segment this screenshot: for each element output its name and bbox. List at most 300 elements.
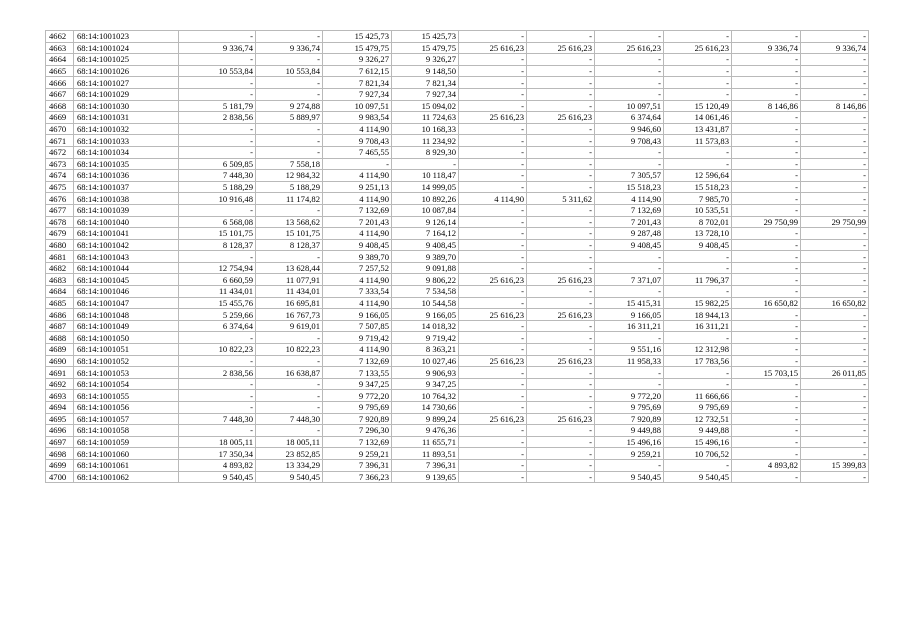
value-cell: 9 795,69	[323, 402, 392, 414]
row-number-cell: 4678	[46, 216, 74, 228]
value-cell: -	[459, 100, 527, 112]
value-cell: 9 251,13	[323, 181, 392, 193]
table-row	[46, 309, 869, 321]
value-cell: 9 449,88	[595, 425, 664, 437]
value-cell: 9 326,27	[392, 54, 459, 66]
value-cell: 7 333,54	[323, 286, 392, 298]
value-cell: 9 619,01	[256, 320, 323, 332]
value-cell: 7 927,34	[392, 88, 459, 100]
value-cell: 9 772,20	[595, 390, 664, 402]
value-cell: 9 139,65	[392, 471, 459, 483]
value-cell: -	[459, 378, 527, 390]
value-cell: -	[595, 286, 664, 298]
value-cell: 25 616,23	[527, 42, 595, 54]
value-cell: -	[459, 31, 527, 43]
value-cell: 9 389,70	[323, 251, 392, 263]
value-cell: -	[459, 88, 527, 100]
table-row	[46, 204, 869, 216]
value-cell: -	[459, 367, 527, 379]
value-cell: 25 616,23	[527, 355, 595, 367]
value-cell: -	[527, 402, 595, 414]
value-cell: -	[732, 135, 801, 147]
row-number-cell: 4665	[46, 65, 74, 77]
value-cell: 4 893,82	[732, 459, 801, 471]
value-cell: 9 540,45	[664, 471, 732, 483]
value-cell: 9 540,45	[595, 471, 664, 483]
value-cell: 9 408,45	[392, 239, 459, 251]
value-cell: 15 455,76	[179, 297, 256, 309]
value-cell: -	[459, 228, 527, 240]
value-cell: 7 927,34	[323, 88, 392, 100]
value-cell: 9 166,05	[595, 309, 664, 321]
value-cell: 9 408,45	[664, 239, 732, 251]
cadastral-number-cell: 68:14:1001045	[74, 274, 179, 286]
value-cell: -	[179, 123, 256, 135]
value-cell: 9 946,60	[595, 123, 664, 135]
value-cell: 11 573,83	[664, 135, 732, 147]
value-cell: 12 732,51	[664, 413, 732, 425]
value-cell: -	[256, 425, 323, 437]
value-cell: -	[732, 146, 801, 158]
value-cell: 11 434,01	[256, 286, 323, 298]
value-cell: -	[459, 332, 527, 344]
value-cell: 26 011,85	[801, 367, 869, 379]
row-number-cell: 4674	[46, 170, 74, 182]
row-number-cell: 4686	[46, 309, 74, 321]
cadastral-number-cell: 68:14:1001058	[74, 425, 179, 437]
value-cell: 9 983,54	[323, 112, 392, 124]
value-cell: 9 408,45	[323, 239, 392, 251]
value-cell: -	[459, 204, 527, 216]
value-cell: -	[256, 31, 323, 43]
value-cell: 10 892,26	[392, 193, 459, 205]
value-cell: 9 719,42	[323, 332, 392, 344]
table-row	[46, 88, 869, 100]
value-cell: -	[527, 88, 595, 100]
value-cell: -	[732, 158, 801, 170]
value-cell: 7 371,07	[595, 274, 664, 286]
value-cell: 25 616,23	[459, 413, 527, 425]
value-cell: 7 201,43	[595, 216, 664, 228]
data-table	[45, 30, 869, 483]
value-cell: 7 448,30	[179, 170, 256, 182]
value-cell: 9 336,74	[801, 42, 869, 54]
value-cell: 9 795,69	[664, 402, 732, 414]
row-number-cell: 4669	[46, 112, 74, 124]
value-cell: -	[732, 286, 801, 298]
value-cell: -	[179, 77, 256, 89]
value-cell: 9 449,88	[664, 425, 732, 437]
row-number-cell: 4682	[46, 262, 74, 274]
value-cell: 10 118,47	[392, 170, 459, 182]
value-cell: -	[801, 88, 869, 100]
value-cell: -	[732, 425, 801, 437]
value-cell: -	[527, 170, 595, 182]
table-row	[46, 378, 869, 390]
value-cell: -	[459, 146, 527, 158]
value-cell: -	[595, 54, 664, 66]
row-number-cell: 4700	[46, 471, 74, 483]
value-cell: 9 408,45	[595, 239, 664, 251]
value-cell: -	[664, 251, 732, 263]
row-number-cell: 4688	[46, 332, 74, 344]
value-cell: 11 174,82	[256, 193, 323, 205]
value-cell: -	[459, 436, 527, 448]
value-cell: 12 596,64	[664, 170, 732, 182]
value-cell: -	[732, 88, 801, 100]
value-cell: 15 479,75	[392, 42, 459, 54]
cadastral-number-cell: 68:14:1001041	[74, 228, 179, 240]
value-cell: 9 389,70	[392, 251, 459, 263]
value-cell: 13 334,29	[256, 459, 323, 471]
value-cell: -	[801, 332, 869, 344]
table-row	[46, 402, 869, 414]
value-cell: 5 188,29	[179, 181, 256, 193]
value-cell: -	[459, 459, 527, 471]
value-cell: -	[459, 181, 527, 193]
value-cell: -	[179, 390, 256, 402]
cadastral-number-cell: 68:14:1001035	[74, 158, 179, 170]
row-number-cell: 4671	[46, 135, 74, 147]
value-cell: -	[732, 170, 801, 182]
row-number-cell: 4664	[46, 54, 74, 66]
value-cell: -	[664, 158, 732, 170]
row-number-cell: 4681	[46, 251, 74, 263]
cadastral-number-cell: 68:14:1001049	[74, 320, 179, 332]
value-cell: 11 958,33	[595, 355, 664, 367]
value-cell: -	[595, 146, 664, 158]
value-cell: 7 612,15	[323, 65, 392, 77]
value-cell: -	[179, 54, 256, 66]
cadastral-number-cell: 68:14:1001060	[74, 448, 179, 460]
value-cell: -	[527, 204, 595, 216]
value-cell: -	[527, 297, 595, 309]
value-cell: 9 259,21	[323, 448, 392, 460]
value-cell: -	[801, 181, 869, 193]
value-cell: -	[459, 262, 527, 274]
value-cell: -	[801, 320, 869, 332]
value-cell: 9 772,20	[323, 390, 392, 402]
value-cell: -	[664, 332, 732, 344]
value-cell: 25 616,23	[595, 42, 664, 54]
value-cell: 15 399,83	[801, 459, 869, 471]
value-cell: -	[801, 31, 869, 43]
value-cell: 11 655,71	[392, 436, 459, 448]
value-cell: -	[459, 123, 527, 135]
table-row	[46, 77, 869, 89]
value-cell: 4 114,90	[323, 274, 392, 286]
value-cell: 10 822,23	[256, 344, 323, 356]
cadastral-number-cell: 68:14:1001043	[74, 251, 179, 263]
cadastral-number-cell: 68:14:1001029	[74, 88, 179, 100]
value-cell: 11 077,91	[256, 274, 323, 286]
table-row	[46, 297, 869, 309]
table-row	[46, 158, 869, 170]
value-cell: -	[256, 204, 323, 216]
value-cell: -	[732, 471, 801, 483]
value-cell: -	[459, 54, 527, 66]
table-row	[46, 228, 869, 240]
value-cell: 12 312,98	[664, 344, 732, 356]
table-row	[46, 320, 869, 332]
cadastral-number-cell: 68:14:1001059	[74, 436, 179, 448]
value-cell: 18 005,11	[179, 436, 256, 448]
value-cell: -	[732, 402, 801, 414]
value-cell: 5 259,66	[179, 309, 256, 321]
value-cell: 13 431,87	[664, 123, 732, 135]
value-cell: -	[527, 320, 595, 332]
table-row	[46, 216, 869, 228]
row-number-cell: 4685	[46, 297, 74, 309]
value-cell: -	[801, 274, 869, 286]
cadastral-number-cell: 68:14:1001038	[74, 193, 179, 205]
value-cell: -	[459, 402, 527, 414]
value-cell: -	[527, 228, 595, 240]
table-row	[46, 123, 869, 135]
row-number-cell: 4667	[46, 88, 74, 100]
value-cell: 9 899,24	[392, 413, 459, 425]
table-row	[46, 436, 869, 448]
value-cell: 9 795,69	[595, 402, 664, 414]
value-cell: 9 274,88	[256, 100, 323, 112]
value-cell: -	[527, 471, 595, 483]
table-row	[46, 425, 869, 437]
value-cell: -	[595, 88, 664, 100]
value-cell: -	[179, 146, 256, 158]
value-cell: 9 326,27	[323, 54, 392, 66]
value-cell: 6 374,64	[595, 112, 664, 124]
value-cell: -	[801, 54, 869, 66]
value-cell: -	[664, 459, 732, 471]
value-cell: 15 496,16	[595, 436, 664, 448]
value-cell: 7 164,12	[392, 228, 459, 240]
value-cell: 10 097,51	[323, 100, 392, 112]
row-number-cell: 4666	[46, 77, 74, 89]
value-cell: -	[732, 65, 801, 77]
value-cell: -	[256, 123, 323, 135]
value-cell: 14 730,66	[392, 402, 459, 414]
table-row	[46, 262, 869, 274]
value-cell: -	[527, 378, 595, 390]
value-cell: -	[732, 123, 801, 135]
cadastral-number-cell: 68:14:1001036	[74, 170, 179, 182]
value-cell: 9 806,22	[392, 274, 459, 286]
value-cell: 2 838,56	[179, 112, 256, 124]
value-cell: -	[595, 65, 664, 77]
value-cell: -	[527, 390, 595, 402]
value-cell: 9 347,25	[323, 378, 392, 390]
value-cell: -	[179, 135, 256, 147]
value-cell: -	[527, 123, 595, 135]
table-row	[46, 54, 869, 66]
value-cell: -	[527, 251, 595, 263]
value-cell: 8 929,30	[392, 146, 459, 158]
value-cell: 16 650,82	[801, 297, 869, 309]
value-cell: 7 132,69	[323, 436, 392, 448]
table-row	[46, 239, 869, 251]
table-row	[46, 274, 869, 286]
value-cell: -	[256, 77, 323, 89]
value-cell: -	[527, 367, 595, 379]
value-cell: 9 148,50	[392, 65, 459, 77]
value-cell: -	[527, 262, 595, 274]
value-cell: -	[179, 251, 256, 263]
value-cell: 7 132,69	[323, 204, 392, 216]
value-cell: -	[801, 170, 869, 182]
value-cell: 9 540,45	[256, 471, 323, 483]
value-cell: -	[801, 65, 869, 77]
value-cell: -	[459, 344, 527, 356]
value-cell: -	[801, 193, 869, 205]
value-cell: 7 366,23	[323, 471, 392, 483]
cadastral-number-cell: 68:14:1001034	[74, 146, 179, 158]
value-cell: 4 114,90	[323, 123, 392, 135]
value-cell: 7 133,55	[323, 367, 392, 379]
table-row	[46, 286, 869, 298]
value-cell: 25 616,23	[459, 112, 527, 124]
value-cell: -	[664, 77, 732, 89]
value-cell: 29 750,99	[801, 216, 869, 228]
value-cell: -	[801, 378, 869, 390]
value-cell: 9 166,05	[392, 309, 459, 321]
value-cell: 25 616,23	[527, 112, 595, 124]
value-cell: 10 916,48	[179, 193, 256, 205]
cadastral-number-cell: 68:14:1001042	[74, 239, 179, 251]
value-cell: -	[732, 413, 801, 425]
value-cell: 4 893,82	[179, 459, 256, 471]
value-cell: 13 628,44	[256, 262, 323, 274]
table-row	[46, 31, 869, 43]
cadastral-number-cell: 68:14:1001039	[74, 204, 179, 216]
value-cell: -	[664, 378, 732, 390]
table-row	[46, 42, 869, 54]
table-row	[46, 332, 869, 344]
value-cell: -	[527, 100, 595, 112]
value-cell: 15 120,49	[664, 100, 732, 112]
value-cell: -	[732, 448, 801, 460]
value-cell: 9 719,42	[392, 332, 459, 344]
value-cell: -	[179, 332, 256, 344]
value-cell: 4 114,90	[323, 297, 392, 309]
value-cell: -	[459, 216, 527, 228]
value-cell: 8 702,01	[664, 216, 732, 228]
row-number-cell: 4698	[46, 448, 74, 460]
value-cell: -	[527, 425, 595, 437]
value-cell: -	[801, 402, 869, 414]
value-cell: -	[459, 251, 527, 263]
value-cell: 7 465,55	[323, 146, 392, 158]
value-cell: 25 616,23	[527, 274, 595, 286]
value-cell: 7 396,31	[392, 459, 459, 471]
value-cell: 16 767,73	[256, 309, 323, 321]
value-cell: 6 374,64	[179, 320, 256, 332]
value-cell: 7 132,69	[323, 355, 392, 367]
value-cell: 9 287,48	[595, 228, 664, 240]
value-cell: 15 703,15	[732, 367, 801, 379]
value-cell: 25 616,23	[527, 413, 595, 425]
value-cell: 13 728,10	[664, 228, 732, 240]
value-cell: -	[595, 251, 664, 263]
cadastral-number-cell: 68:14:1001040	[74, 216, 179, 228]
value-cell: 10 553,84	[256, 65, 323, 77]
value-cell: 25 616,23	[664, 42, 732, 54]
value-cell: -	[801, 204, 869, 216]
value-cell: -	[527, 158, 595, 170]
value-cell: -	[801, 471, 869, 483]
value-cell: 15 425,73	[323, 31, 392, 43]
cadastral-number-cell: 68:14:1001054	[74, 378, 179, 390]
value-cell: -	[527, 344, 595, 356]
cadastral-number-cell: 68:14:1001046	[74, 286, 179, 298]
value-cell: 4 114,90	[323, 344, 392, 356]
value-cell: 15 518,23	[595, 181, 664, 193]
value-cell: 8 363,21	[392, 344, 459, 356]
row-number-cell: 4676	[46, 193, 74, 205]
cadastral-number-cell: 68:14:1001056	[74, 402, 179, 414]
value-cell: 9 336,74	[256, 42, 323, 54]
row-number-cell: 4670	[46, 123, 74, 135]
row-number-cell: 4699	[46, 459, 74, 471]
value-cell: 10 168,33	[392, 123, 459, 135]
value-cell: -	[595, 77, 664, 89]
value-cell: 8 128,37	[256, 239, 323, 251]
value-cell: 9 347,25	[392, 378, 459, 390]
value-cell: 15 479,75	[323, 42, 392, 54]
value-cell: 29 750,99	[732, 216, 801, 228]
value-cell: 10 764,32	[392, 390, 459, 402]
row-number-cell: 4675	[46, 181, 74, 193]
value-cell: -	[801, 344, 869, 356]
row-number-cell: 4692	[46, 378, 74, 390]
value-cell: 15 982,25	[664, 297, 732, 309]
value-cell: 4 114,90	[459, 193, 527, 205]
value-cell: -	[732, 31, 801, 43]
value-cell: 5 181,79	[179, 100, 256, 112]
value-cell: 8 146,86	[801, 100, 869, 112]
value-cell: -	[801, 228, 869, 240]
value-cell: -	[527, 286, 595, 298]
value-cell: -	[595, 31, 664, 43]
row-number-cell: 4677	[46, 204, 74, 216]
row-number-cell: 4662	[46, 31, 74, 43]
value-cell: 4 114,90	[323, 228, 392, 240]
cadastral-number-cell: 68:14:1001062	[74, 471, 179, 483]
value-cell: -	[595, 262, 664, 274]
value-cell: -	[179, 425, 256, 437]
cadastral-number-cell: 68:14:1001030	[74, 100, 179, 112]
value-cell: -	[527, 31, 595, 43]
value-cell: -	[664, 367, 732, 379]
table-row	[46, 355, 869, 367]
value-cell: -	[459, 448, 527, 460]
value-cell: -	[179, 402, 256, 414]
value-cell: 4 114,90	[595, 193, 664, 205]
value-cell: 7 257,52	[323, 262, 392, 274]
value-cell: -	[527, 216, 595, 228]
value-cell: 23 852,85	[256, 448, 323, 460]
value-cell: 9 476,36	[392, 425, 459, 437]
value-cell: -	[732, 54, 801, 66]
value-cell: 25 616,23	[459, 355, 527, 367]
value-cell: 16 695,81	[256, 297, 323, 309]
value-cell: 14 018,32	[392, 320, 459, 332]
value-cell: 10 535,51	[664, 204, 732, 216]
value-cell: -	[801, 239, 869, 251]
value-cell: -	[459, 239, 527, 251]
cadastral-number-cell: 68:14:1001037	[74, 181, 179, 193]
value-cell: 18 944,13	[664, 309, 732, 321]
value-cell: 9 906,93	[392, 367, 459, 379]
